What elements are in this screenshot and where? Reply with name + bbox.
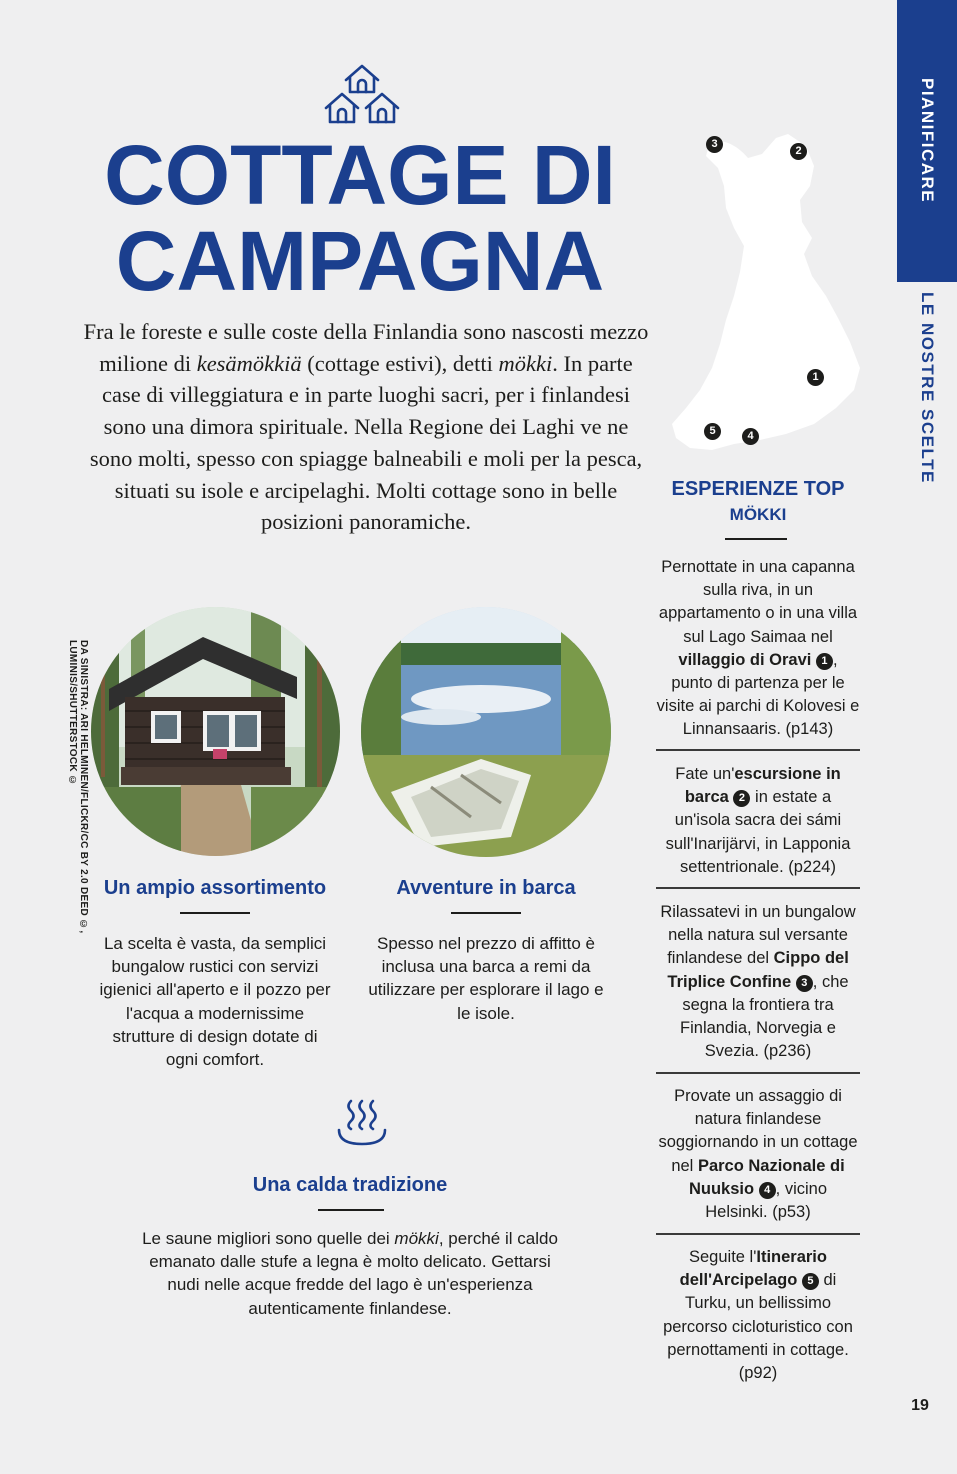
marker-number: 1	[816, 653, 833, 670]
map-marker: 1	[807, 369, 824, 386]
page-number: 19	[911, 1397, 929, 1414]
divider	[451, 912, 521, 914]
feature-text-boat: Spesso nel prezzo di affitto è inclusa una barca a remi da utilizzare per esplorare il lago e le isole.	[368, 934, 604, 1023]
feature-title-assortment: Un ampio assortimento	[103, 877, 327, 899]
experience-item: Pernottate in una capanna sulla riva, in un appartamento o in una villa sul Lago Saimaa nel villaggio di Oravi 1 , punto di partenza per le visite ai parchi di Kolovesi e Linnansaaris. (p143)	[656, 558, 860, 739]
divider	[725, 538, 787, 540]
experience-item: Seguite l'Itinerario dell'Arcipelago 5 di Turku, un bellissimo percorso cicloturistico con pernottamenti in cottage. (p92)	[663, 1248, 853, 1383]
finland-map	[664, 128, 864, 458]
divider	[318, 1209, 384, 1211]
divider	[656, 749, 860, 751]
experience-item: Fate un'escursione in barca 2 in estate a un'isola sacra dei sámi sull'Inarijärvi, in Lapponia settentrionale. (p224)	[665, 765, 851, 876]
photo-credit: DA SINISTRA: ARI HELMINEN/FLICKR/CC BY 2.0 DEED ©, LUMINIS/SHUTTERSTOCK ©	[67, 640, 89, 934]
sauna-text: Le saune migliori sono quelle dei mökki, perché il caldo emanato dalle stufe a legna è molto delicato. Gettarsi nudi nelle acque fredde del lago è un'esperienza autenticamente finlandese.	[142, 1229, 558, 1318]
experience-item: Provate un assaggio di natura finlandese soggiornando in un cottage nel Parco Nazionale di Nuuksio 4 , vicino Helsinki. (p53)	[658, 1087, 858, 1222]
section-tab-label: PIANIFICARE	[918, 78, 937, 204]
sauna-title: Una calda tradizione	[252, 1174, 448, 1196]
feature-title-boat: Avventure in barca	[396, 877, 576, 899]
intro-paragraph: Fra le foreste e sulle coste della Finlandia sono nascosti mezzo milione di kesämökkiä (cottage estivi), detti mökki. In parte case di villeggiatura e in parte luoghi sacri, per i finlandesi sono una dimora spirituale. Nella Regione dei Laghi ve ne sono molti, spesso con spiagge balneabili e moli per la pesca, situati su isole e arcipelaghi. Molti cottage sono in belle posizioni panoramiche.	[83, 319, 649, 535]
marker-number: 5	[802, 1273, 819, 1290]
map-marker: 5	[704, 423, 721, 440]
page-title: COTTAGE DI CAMPAGNA	[104, 128, 616, 308]
divider	[656, 887, 860, 889]
experience-item: Rilassatevi in un bungalow nella natura sul versante finlandese del Cippo del Triplice Confine 3 , che segna la frontiera tra Finlandia, Norvegia e Svezia. (p236)	[660, 903, 856, 1061]
divider	[180, 912, 250, 914]
divider	[656, 1072, 860, 1074]
map-marker: 2	[790, 143, 807, 160]
cabin-photo	[91, 607, 340, 856]
subsection-label: LE NOSTRE SCELTE	[918, 292, 937, 484]
lake-boat-photo	[361, 607, 611, 857]
experiences-heading: ESPERIENZE TOP MÖKKI	[671, 478, 845, 524]
marker-number: 2	[733, 790, 750, 807]
map-marker: 3	[706, 136, 723, 153]
marker-number: 4	[759, 1182, 776, 1199]
divider	[656, 1233, 860, 1235]
section-tab[interactable]	[897, 0, 957, 282]
cottages-icon	[322, 62, 402, 126]
feature-text-assortment: La scelta è vasta, da semplici bungalow rustici con servizi igienici all'aperto e il pozzo per l'acqua a modernissime strutture di design dotate di ogni comfort.	[99, 934, 331, 1070]
marker-number: 3	[796, 975, 813, 992]
map-marker: 4	[742, 428, 759, 445]
sauna-steam-icon	[334, 1096, 390, 1148]
